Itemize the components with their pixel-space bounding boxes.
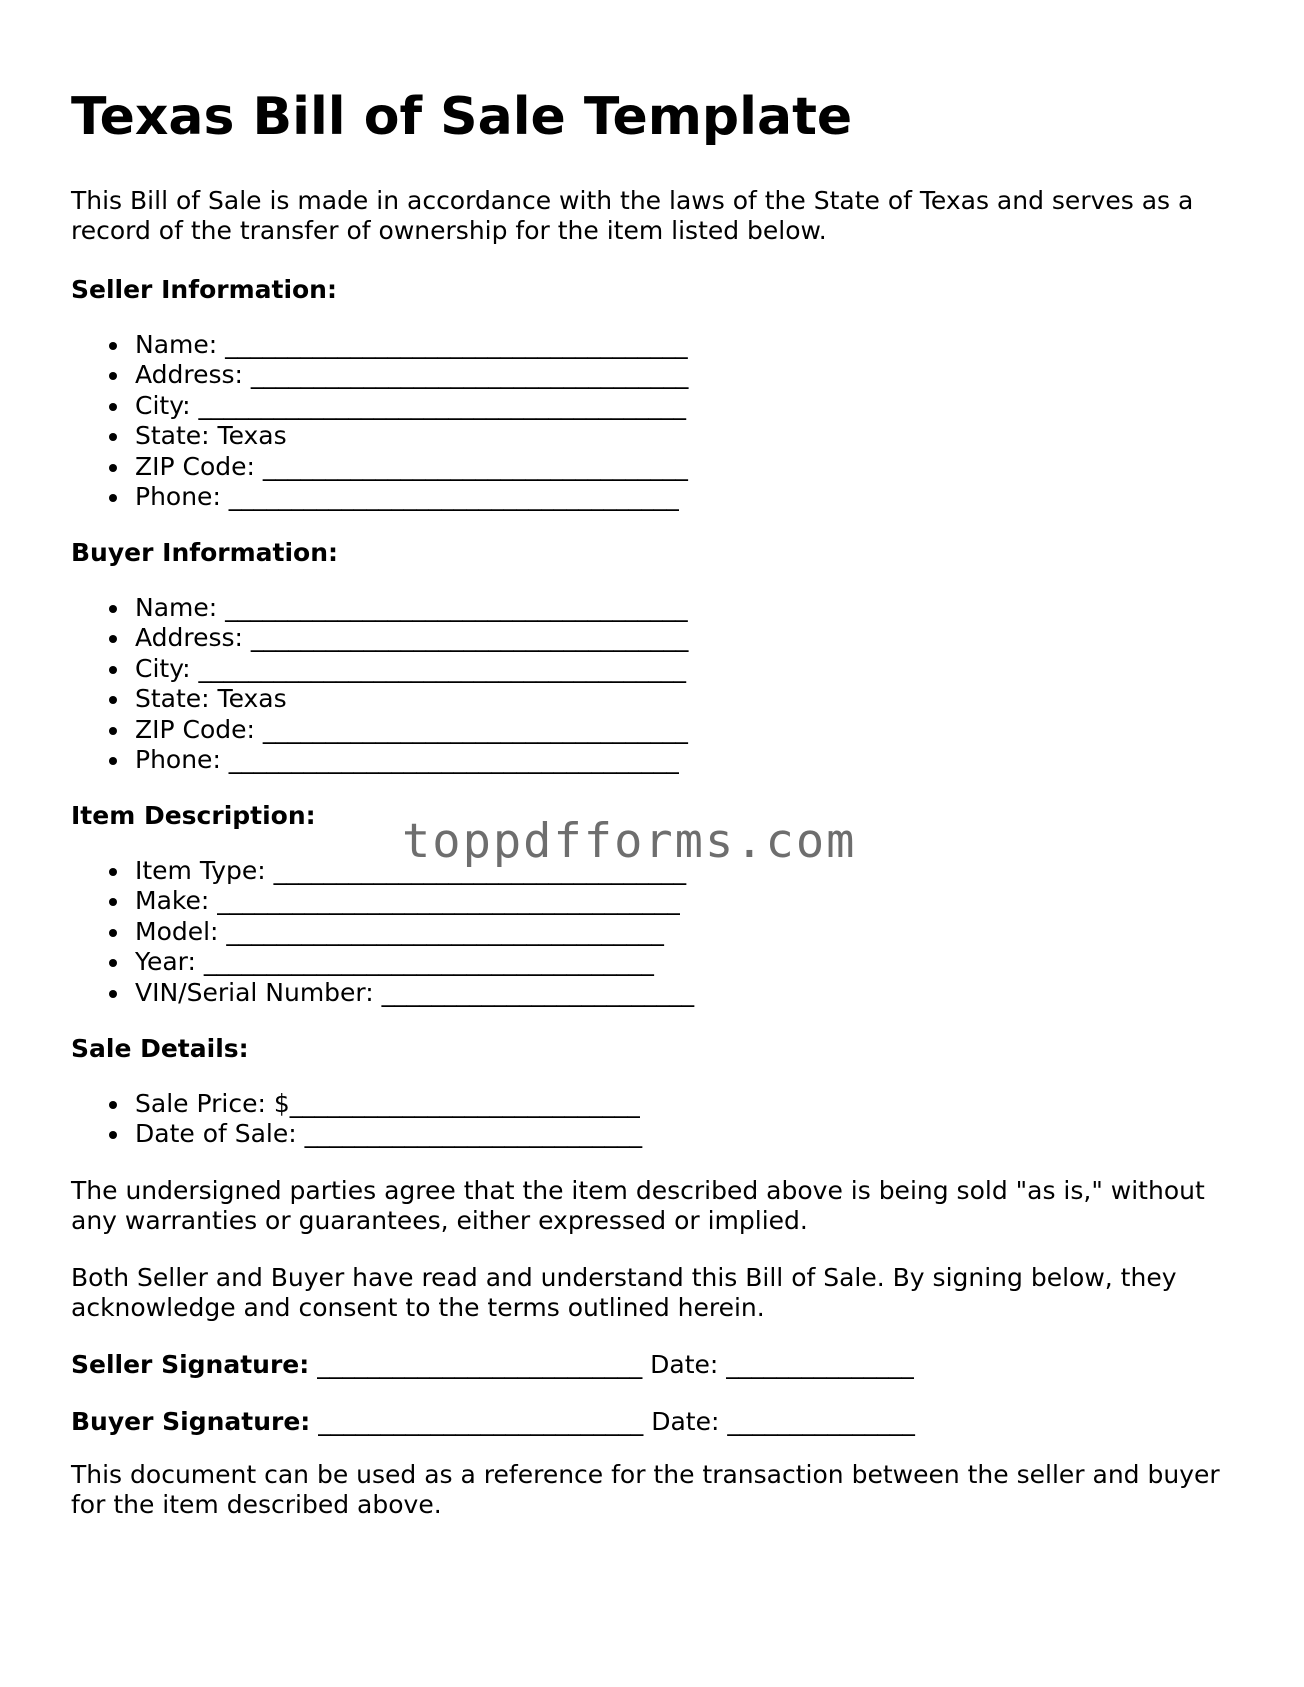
buyer-state-field: State: Texas [71,684,688,714]
item-fields-list [71,856,694,1008]
seller-signature-label: Seller Signature: [71,1350,310,1379]
seller-signature-date: Date: _______________ [650,1350,914,1379]
seller-name-field: Name: _____________________________________ [71,330,688,360]
document-title: Texas Bill of Sale Template [71,87,853,147]
intro-paragraph: This Bill of Sale is made in accordance with the laws of the State of Texas and serves as a record of the transfer of ownership for the item listed below. [71,186,1194,245]
item-type-field: Item Type: _________________________________ [71,856,694,886]
buyer-signature-line [71,1407,915,1437]
item-make-field: Make: _____________________________________ [71,886,694,916]
sale-fields-list [71,1089,642,1150]
seller-address-field: Address: ___________________________________ [71,360,688,390]
seller-phone-field: Phone: ____________________________________ [71,482,688,512]
buyer-signature-date: Date: _______________ [651,1407,915,1436]
seller-heading: Seller Information: [71,275,337,304]
seller-signature-line [71,1350,914,1380]
watermark-text: toppdfforms.com [402,814,857,869]
item-model-field: Model: ___________________________________ [71,917,694,947]
seller-signature-blank: __________________________ [317,1350,643,1379]
buyer-signature-blank: __________________________ [318,1407,644,1436]
buyer-zip-field: ZIP Code: __________________________________ [71,715,688,745]
seller-zip-field: ZIP Code: __________________________________ [71,452,688,482]
buyer-signature-label: Buyer Signature: [71,1407,311,1436]
seller-state-field: State: Texas [71,421,688,451]
sale-price-field: Sale Price: $____________________________ [71,1089,642,1119]
closing-paragraph: This document can be used as a reference for the transaction between the seller and buyer for the item described above. [71,1460,1220,1519]
buyer-address-field: Address: ___________________________________ [71,623,688,653]
as-is-paragraph: The undersigned parties agree that the item described above is being sold "as is," without any warranties or guarantees, either expressed or implied. [71,1176,1205,1235]
sale-heading: Sale Details: [71,1034,249,1063]
acknowledgement-paragraph: Both Seller and Buyer have read and understand this Bill of Sale. By signing below, they acknowledge and consent to the terms outlined herein. [71,1263,1177,1322]
item-heading: Item Description: [71,801,316,830]
buyer-phone-field: Phone: ____________________________________ [71,745,688,775]
item-vin-field: VIN/Serial Number: _________________________ [71,978,694,1008]
seller-fields-list [71,330,688,512]
sale-date-field: Date of Sale: ___________________________ [71,1119,642,1149]
item-year-field: Year: ____________________________________ [71,947,694,977]
buyer-name-field: Name: _____________________________________ [71,593,688,623]
buyer-fields-list [71,593,688,775]
seller-city-field: City: _______________________________________ [71,391,688,421]
buyer-city-field: City: _______________________________________ [71,654,688,684]
buyer-heading: Buyer Information: [71,538,339,567]
